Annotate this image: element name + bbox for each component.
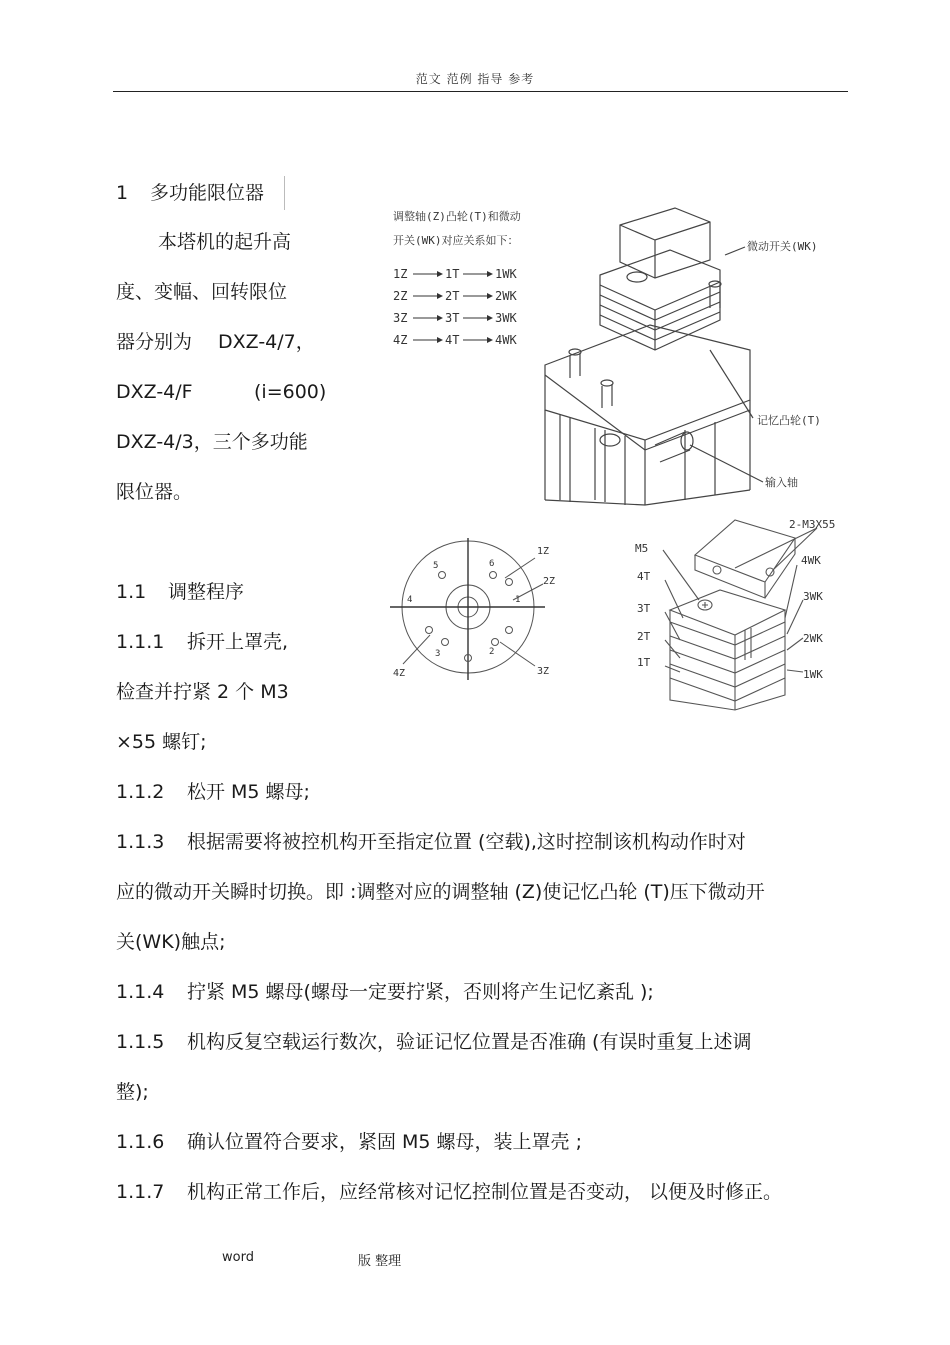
- map-z: 1Z: [393, 267, 408, 281]
- dial-number: 1: [515, 595, 521, 605]
- step-number: 1.1.4: [116, 981, 165, 1003]
- map-z: 2Z: [393, 289, 408, 303]
- dial-drawing: [390, 538, 545, 680]
- label-memory-cam: 记忆凸轮(T): [757, 414, 821, 427]
- step-text: 整);: [116, 1081, 149, 1103]
- step-text: 松开 M5 螺母;: [187, 781, 310, 803]
- intro-line-6: 限位器。: [116, 481, 193, 503]
- header-rule: [113, 91, 848, 92]
- map-wk: 1WK: [495, 267, 517, 281]
- step-text: 根据需要将被控机构开至指定位置 (空载),这时控制该机构动作时对: [187, 831, 746, 853]
- label-micro-switch: 微动开关(WK): [747, 240, 818, 253]
- step-text: 应的微动开关瞬时切换。即 :调整对应的调整轴 (Z)使记忆凸轮 (T)压下微动开: [116, 881, 765, 903]
- page-header: 范文 范例 指导 参考: [415, 72, 535, 86]
- dial-number: 3: [435, 649, 441, 659]
- dial-number: 6: [489, 559, 495, 569]
- step-number: 1.1.3: [116, 831, 165, 853]
- map-wk: 2WK: [495, 289, 517, 303]
- step-number: 1.1.6: [116, 1131, 165, 1153]
- left-label: 3T: [637, 602, 651, 615]
- step-number: 1.1.1: [116, 631, 165, 653]
- z-label: 4Z: [393, 668, 406, 679]
- step-text: 机构反复空载运行数次，验证记忆位置是否准确 (有误时重复上述调: [187, 1031, 752, 1053]
- intro-line-4b: (i=600): [254, 381, 327, 403]
- step-text: 拧紧 M5 螺母(螺母一定要拧紧，否则将产生记忆紊乱 );: [187, 981, 654, 1003]
- step-text: 确认位置符合要求，紧固 M5 螺母，装上罩壳 ;: [187, 1131, 583, 1153]
- right-label: 2WK: [803, 632, 823, 645]
- right-label: 4WK: [801, 554, 821, 567]
- section-title: 多功能限位器: [150, 182, 265, 204]
- note-line-1: 调整轴(Z)凸轮(T)和微动: [393, 210, 521, 223]
- intro-line-2: 度、变幅、回转限位: [116, 281, 288, 303]
- map-t: 3T: [445, 311, 460, 325]
- label-screws: 2-M3X55: [789, 518, 836, 531]
- text-cursor-bar: [284, 176, 285, 210]
- subsection-title: 调整程序: [168, 581, 245, 603]
- z-label: 3Z: [537, 666, 550, 677]
- map-t: 4T: [445, 333, 460, 347]
- switch-stack-drawing: [663, 520, 817, 710]
- switch-stack-figure: [625, 510, 860, 715]
- intro-line-3a: 器分别为: [116, 331, 193, 353]
- mapping-table: [393, 267, 517, 347]
- dial-z-labels: [393, 546, 555, 679]
- label-input-shaft: 输入轴: [765, 476, 798, 489]
- intro-line-3b: DXZ-4/7，: [218, 331, 315, 353]
- left-label: M5: [635, 542, 649, 555]
- dial-number: 4: [407, 595, 413, 605]
- map-t: 2T: [445, 289, 460, 303]
- intro-line-1: 本塔机的起升高: [158, 231, 292, 253]
- note-line-2: 开关(WK)对应关系如下：: [393, 234, 519, 247]
- mapping-note: [393, 209, 521, 247]
- step-number: 1.1.7: [116, 1181, 165, 1203]
- section-number: 1: [116, 182, 129, 204]
- adjustment-shaft-dial-figure: [385, 530, 575, 690]
- step-text: 关(WK)触点;: [116, 931, 226, 953]
- footer-left: word: [222, 1250, 254, 1265]
- switch-stack-right-labels: [801, 554, 823, 681]
- dial-number: 2: [489, 647, 495, 657]
- right-label: 3WK: [803, 590, 823, 603]
- map-t: 1T: [445, 267, 460, 281]
- limit-switch-body-drawing: [545, 208, 763, 505]
- map-z: 3Z: [393, 311, 408, 325]
- intro-line-4a: DXZ-4/F: [116, 381, 193, 403]
- switch-stack-left-labels: [635, 542, 651, 669]
- left-label: 1T: [637, 656, 651, 669]
- dial-number: 5: [433, 561, 439, 571]
- map-wk: 3WK: [495, 311, 517, 325]
- step-number: 1.1.2: [116, 781, 165, 803]
- subsection-number: 1.1: [116, 581, 147, 603]
- step-text: 机构正常工作后，应经常核对记忆控制位置是否变动， 以便及时修正。: [187, 1181, 783, 1203]
- step-text: ×55 螺钉;: [116, 731, 207, 753]
- intro-line-5: DXZ-4/3，三个多功能: [116, 431, 308, 453]
- map-wk: 4WK: [495, 333, 517, 347]
- right-label: 1WK: [803, 668, 823, 681]
- footer-right: 版 整理: [358, 1254, 402, 1269]
- limit-switch-isometric-figure: [385, 200, 855, 510]
- left-label: 2T: [637, 630, 651, 643]
- z-label: 2Z: [543, 576, 556, 587]
- step-number: 1.1.5: [116, 1031, 165, 1053]
- map-z: 4Z: [393, 333, 408, 347]
- left-label: 4T: [637, 570, 651, 583]
- step-text: 检查并拧紧 2 个 M3: [116, 681, 289, 703]
- z-label: 1Z: [537, 546, 550, 557]
- step-text: 拆开上罩壳,: [187, 631, 289, 653]
